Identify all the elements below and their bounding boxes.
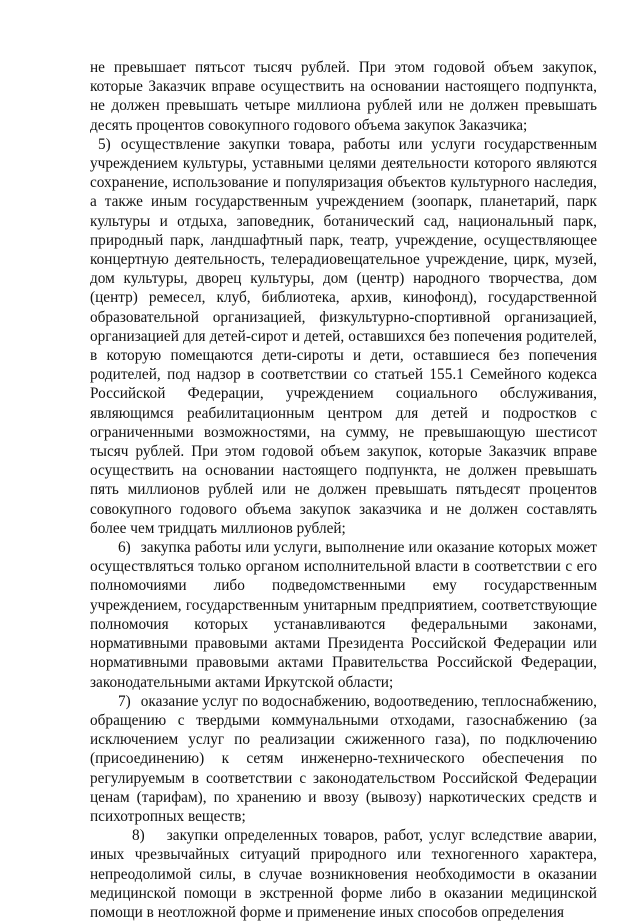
item-number: 5) xyxy=(98,135,111,153)
paragraph-text: закупки определенных товаров, работ, услуг вследствие аварии, иных чрезвычайных ситуаций природного или техногенного характера, непреодолимой силы, в случае возникновения необходимости в оказании медицинской помощи в экстренной форме либо в оказании медицинской помощи в неотложной форме и применение иных способов определения xyxy=(90,827,597,921)
document-page xyxy=(90,58,597,922)
paragraph-continuation xyxy=(90,58,597,135)
paragraph-text: закупка работы или услуги, выполнение или оказание которых может осуществляться только органом исполнительной власти в соответствии с его полномочиями либо подведомственными ему государственным учреждением, государственным унитарным предприятием, соответствующие полномочия которых устанавливаются федеральными законами, нормативными правовыми актами Президента Российской Федерации или нормативными правовыми актами Правительства Российской Федерации, законодательными актами Иркутской области; xyxy=(90,539,597,691)
paragraph-item-8 xyxy=(90,826,597,922)
item-number: 7) xyxy=(118,692,131,710)
paragraph-text: не превышает пятьсот тысяч рублей. При этом годовой объем закупок, которые Заказчик вправе осуществить на основании настоящего подпункта, не должен превышать четыре миллиона рублей или не должен превышать десять процентов совокупного годового объема закупок Заказчика; xyxy=(90,59,597,134)
paragraph-text: оказание услуг по водоснабжению, водоотведению, теплоснабжению, обращению с твердыми коммунальными отходами, газоснабжению (за исключением услуг по реализации сжиженного газа), по подключению (присоединению) к сетям инженерно-технического обеспечения по регулируемым в соответствии с законодательством Российской Федерации ценам (тарифам), по хранению и ввозу (вывозу) наркотических средств и психотропных веществ; xyxy=(90,692,597,825)
item-number: 8) xyxy=(132,827,145,845)
item-number: 6) xyxy=(118,539,131,557)
paragraph-item-7 xyxy=(90,692,597,826)
paragraph-item-6 xyxy=(90,538,597,692)
paragraph-item-5 xyxy=(90,135,597,538)
paragraph-text: осуществление закупки товара, работы или услуги государственным учреждением культуры, уставными целями деятельности которого являются сохранение, использование и популяризация объектов культурного наследия, а также иным государственным учреждением (зоопарк, планетарий, парк культуры и отдыха, заповедник, ботанический сад, национальный парк, природный парк, ландшафтный парк, театр, учреждение, осуществляющее концертную деятельность, телерадиовещательное учреждение, цирк, музей, дом культуры, дворец культуры, дом (центр) народного творчества, дом (центр) ремесел, клуб, библиотека, архив, кинофонд), государственной образовательной организацией, физкультурно-спортивной организацией, организацией для детей-сирот и детей, оставшихся без попечения родителей, в которую помещаются дети-сироты и дети, оставшиеся без попечения родителей, под надзор в соответствии со статьей 155.1 Семейного кодекса Российской Федерации, учреждением социального обслуживания, являющимся реабилитационным центром для детей и подростков с ограниченными возможностями, на сумму, не превышающую шестисот тысяч рублей. При этом годовой объем закупок, которые Заказчик вправе осуществить на основании настоящего подпункта, не должен превышать пять миллионов рублей или не должен превышать пятьдесят процентов совокупного годового объема закупок заказчика и не должен составлять более чем тридцать миллионов рублей; xyxy=(90,135,597,537)
